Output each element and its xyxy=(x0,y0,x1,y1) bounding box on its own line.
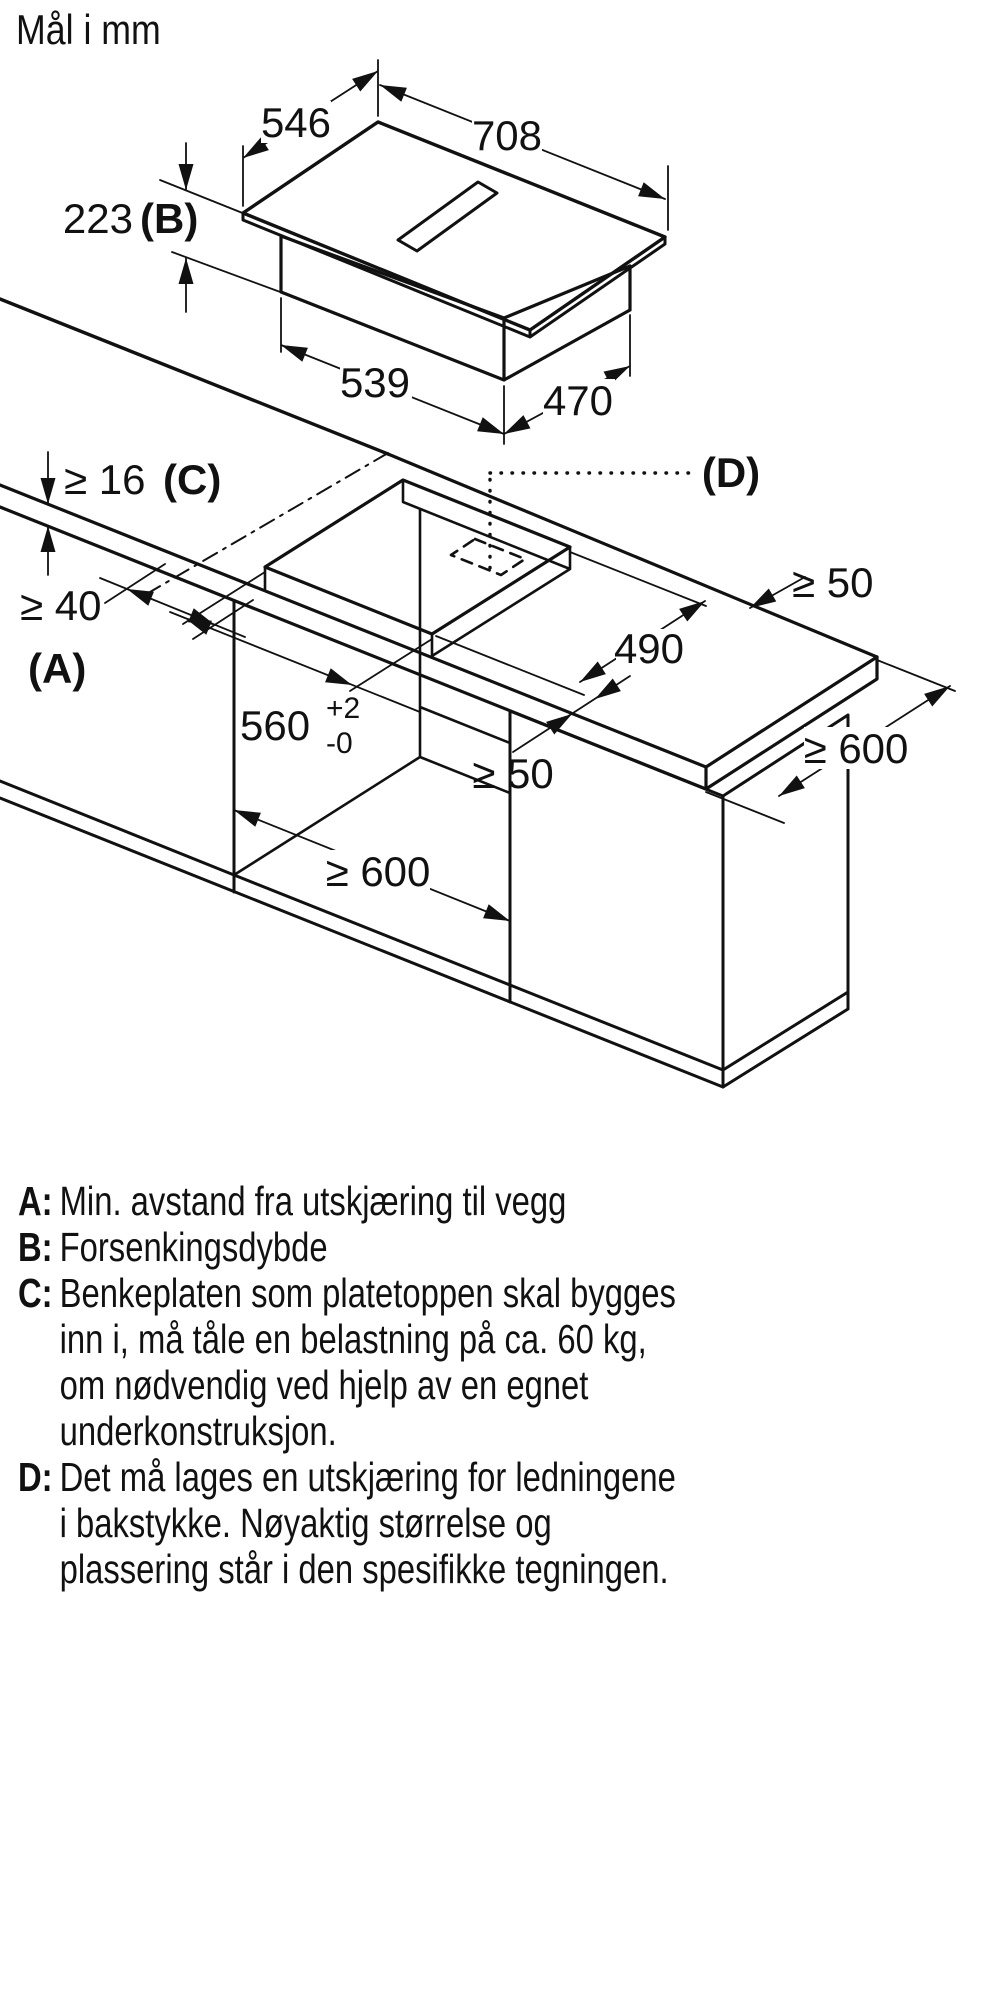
dim-470: 470 xyxy=(542,377,614,424)
dim-ref-A: (A) xyxy=(28,645,87,692)
dim-rear-clearance: ≥ 50 xyxy=(792,559,874,606)
dim-front-clearance: ≥ 50 xyxy=(472,750,554,797)
dim-worktop-depth: ≥ 600 xyxy=(803,725,909,772)
dim-ref-D: (D) xyxy=(701,449,761,496)
legend-text-c2: inn i, må tåle en belastning på ca. 60 kg, xyxy=(59,1316,647,1362)
legend-letter-b: B: xyxy=(18,1224,53,1270)
dim-223: 223 xyxy=(62,195,133,242)
hob-unit-drawing xyxy=(243,122,665,380)
legend xyxy=(18,1178,754,1592)
dim-708: 708 xyxy=(471,112,543,159)
dim-560-tol-plus: +2 xyxy=(326,692,361,725)
dim-ref-B: (B) xyxy=(140,195,199,242)
legend-text-d2: i bakstykke. Nøyaktig størrelse og xyxy=(59,1500,552,1546)
dim-546: 546 xyxy=(260,99,332,146)
dim-cabinet-width: ≥ 600 xyxy=(325,848,431,895)
legend-row-d xyxy=(18,1454,754,1592)
legend-text-b: Forsenkingsdybde xyxy=(59,1224,328,1270)
legend-letter-a: A: xyxy=(18,1178,53,1224)
wall-line xyxy=(0,299,388,454)
legend-text-c4: underkonstruksjon. xyxy=(59,1408,337,1454)
dim-thickness: ≥ 16 xyxy=(64,456,146,503)
dim-560-tol-minus: -0 xyxy=(326,727,353,760)
legend-text-c1: Benkeplaten som platetoppen skal bygges xyxy=(59,1270,676,1316)
legend-row-c xyxy=(18,1270,754,1454)
air-intake-slot xyxy=(398,182,497,251)
legend-row-b xyxy=(18,1224,754,1270)
legend-text-d3: plassering står i den spesifikke tegningen. xyxy=(59,1546,669,1592)
legend-text-a: Min. avstand fra utskjæring til vegg xyxy=(59,1178,567,1224)
dim-539: 539 xyxy=(339,359,411,406)
dim-wall-distance: ≥ 40 xyxy=(20,582,102,629)
worktop-cabinet-drawing xyxy=(0,299,877,1087)
cable-cutout-leader xyxy=(490,473,695,568)
legend-text-c3: om nødvendig ved hjelp av en egnet xyxy=(59,1362,589,1408)
worktop-cutout xyxy=(265,480,570,634)
legend-letter-c: C: xyxy=(18,1270,53,1316)
dim-560: 560 xyxy=(240,702,311,749)
legend-letter-d: D: xyxy=(18,1454,53,1500)
dim-ref-C: (C) xyxy=(163,456,222,503)
legend-text-d1: Det må lages en utskjæring for ledningene xyxy=(59,1454,676,1500)
cable-cutout-box xyxy=(451,539,525,575)
legend-row-a xyxy=(18,1178,754,1224)
page-title: Mål i mm xyxy=(16,6,161,53)
dim-490: 490 xyxy=(613,625,685,672)
